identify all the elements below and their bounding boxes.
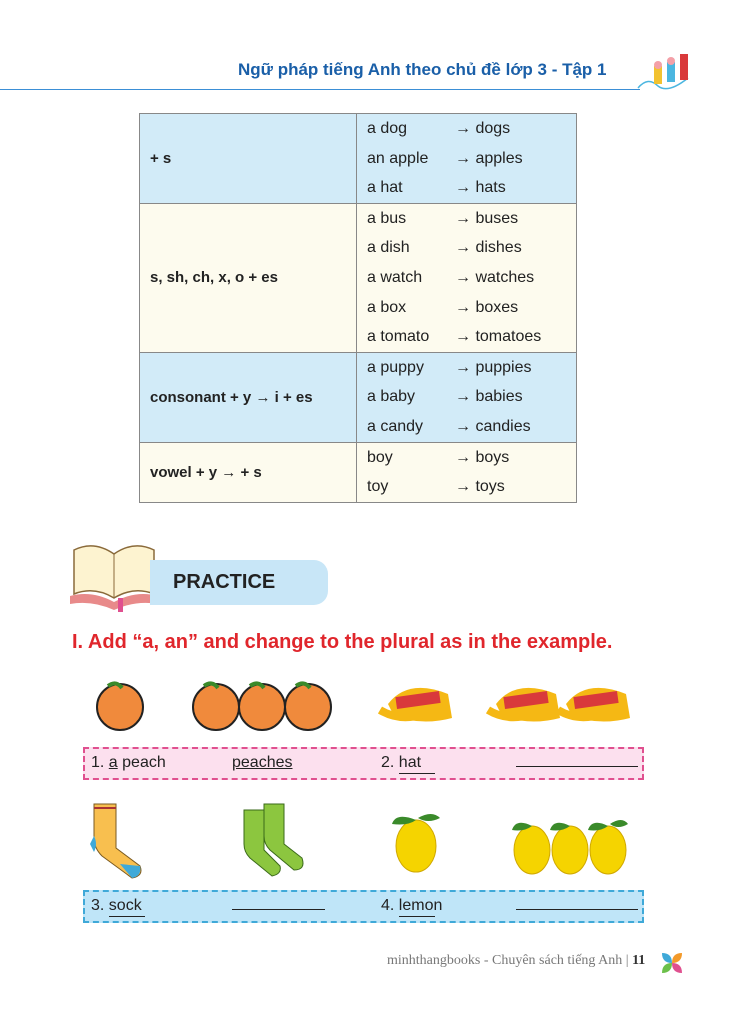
footer-separator: | <box>625 953 629 968</box>
arrow: → <box>455 209 471 227</box>
examples-cell <box>357 114 577 204</box>
page-number: 11 <box>632 953 646 968</box>
singular: a hat <box>367 179 403 197</box>
lemon-icon <box>588 820 628 874</box>
arrow: → <box>455 328 471 346</box>
singular: a dog <box>367 120 408 137</box>
example-line <box>367 322 576 352</box>
cap-icon <box>488 688 560 722</box>
item-4: 4. lemon <box>381 897 442 915</box>
item-1-plural: peaches <box>232 754 293 771</box>
rule-cell: s, sh, ch, x, o + es <box>140 203 357 352</box>
plural: tomatoes <box>475 328 542 346</box>
item-1: 1. a peach <box>91 754 166 771</box>
arrow: → <box>455 239 471 257</box>
plural: dogs <box>475 120 511 137</box>
rule-row <box>140 352 577 442</box>
lemon-icon <box>392 814 440 872</box>
rule-row <box>140 114 577 204</box>
peach-icon <box>239 683 285 730</box>
arrow: → <box>455 417 471 435</box>
example-line <box>367 173 576 203</box>
answer-row-2 <box>83 890 644 923</box>
peach-icon <box>97 683 143 730</box>
item-2: 2. hat <box>381 754 421 772</box>
hat-images <box>378 676 638 732</box>
rule-cell: consonant + y → i + es <box>140 352 357 442</box>
cap-icon <box>380 688 452 722</box>
plural: apples <box>475 149 523 167</box>
singular: a puppy <box>367 358 424 376</box>
lemon-icon <box>512 823 550 874</box>
examples-cell <box>357 203 577 352</box>
pencils-icon <box>636 52 696 94</box>
peach-icon <box>193 683 239 730</box>
examples-cell <box>357 352 577 442</box>
plural: candies <box>475 417 531 435</box>
arrow: → <box>455 298 471 316</box>
example-line <box>367 412 576 442</box>
practice-label: PRACTICE <box>173 571 276 593</box>
arrow: → <box>455 478 471 496</box>
footer <box>387 953 645 969</box>
plural-blank[interactable] <box>516 752 638 767</box>
plural: puppies <box>475 358 532 376</box>
arrow: → <box>455 149 471 167</box>
singular: boy <box>367 448 393 466</box>
example-line <box>367 263 576 293</box>
running-header: Ngữ pháp tiếng Anh theo chủ đề lớp 3 - Tập 1 <box>238 60 607 79</box>
example-line <box>367 233 576 263</box>
lemon-images <box>392 808 632 880</box>
plural: boxes <box>475 298 519 316</box>
peach-images <box>94 676 334 732</box>
singular: an apple <box>367 149 429 167</box>
examples-cell <box>357 442 577 502</box>
sock-icon <box>90 804 141 878</box>
singular: a candy <box>367 417 424 435</box>
singular: a baby <box>367 388 416 406</box>
article-blank[interactable] <box>399 902 435 917</box>
rule-cell: vowel + y → + s <box>140 442 357 502</box>
arrow: → <box>455 448 471 466</box>
peach-icon <box>285 683 331 730</box>
socks-icon <box>244 804 303 876</box>
plural: dishes <box>475 239 522 257</box>
singular: a box <box>367 298 407 316</box>
arrow: → <box>455 179 471 197</box>
plural: watches <box>475 268 535 286</box>
lemon-icon <box>550 823 588 874</box>
example-line <box>367 382 576 412</box>
example-line <box>367 293 576 323</box>
practice-banner <box>150 560 328 605</box>
rule-row <box>140 442 577 502</box>
arrow: → <box>455 268 471 286</box>
header-rule <box>0 89 640 90</box>
plural: boys <box>475 448 510 466</box>
sock-images <box>88 800 328 880</box>
singular: a tomato <box>367 328 430 346</box>
plural: hats <box>475 179 506 197</box>
arrow: → <box>455 120 471 137</box>
article-blank[interactable] <box>109 902 145 917</box>
arrow: → <box>455 388 471 406</box>
plural-blank[interactable] <box>232 895 325 910</box>
cap-icon <box>558 688 630 722</box>
footer-text: minhthangbooks - Chuyên sách tiếng Anh <box>387 953 623 968</box>
plural-blank[interactable] <box>516 895 638 910</box>
plural: buses <box>475 209 519 227</box>
item-3: 3. sock <box>91 897 142 915</box>
plural: toys <box>475 478 505 496</box>
open-book-icon <box>68 538 160 612</box>
answer-row-1 <box>83 747 644 780</box>
arrow: → <box>455 358 471 376</box>
singular: a watch <box>367 268 423 286</box>
article-blank[interactable] <box>399 759 435 774</box>
example-line <box>367 353 576 383</box>
singular: a dish <box>367 239 410 257</box>
example-line <box>367 472 576 502</box>
rule-cell: + s <box>140 114 357 204</box>
exercise-title: I. Add “a, an” and change to the plural as in the example. <box>72 631 613 653</box>
example-line <box>367 443 576 473</box>
publisher-logo-icon <box>660 951 684 975</box>
example-line <box>367 144 576 174</box>
example-line <box>367 204 576 234</box>
example-line <box>367 114 576 144</box>
plural: babies <box>475 388 523 406</box>
rule-row <box>140 203 577 352</box>
singular: a bus <box>367 209 407 227</box>
singular: toy <box>367 478 389 496</box>
plural-rules-table <box>139 113 577 503</box>
